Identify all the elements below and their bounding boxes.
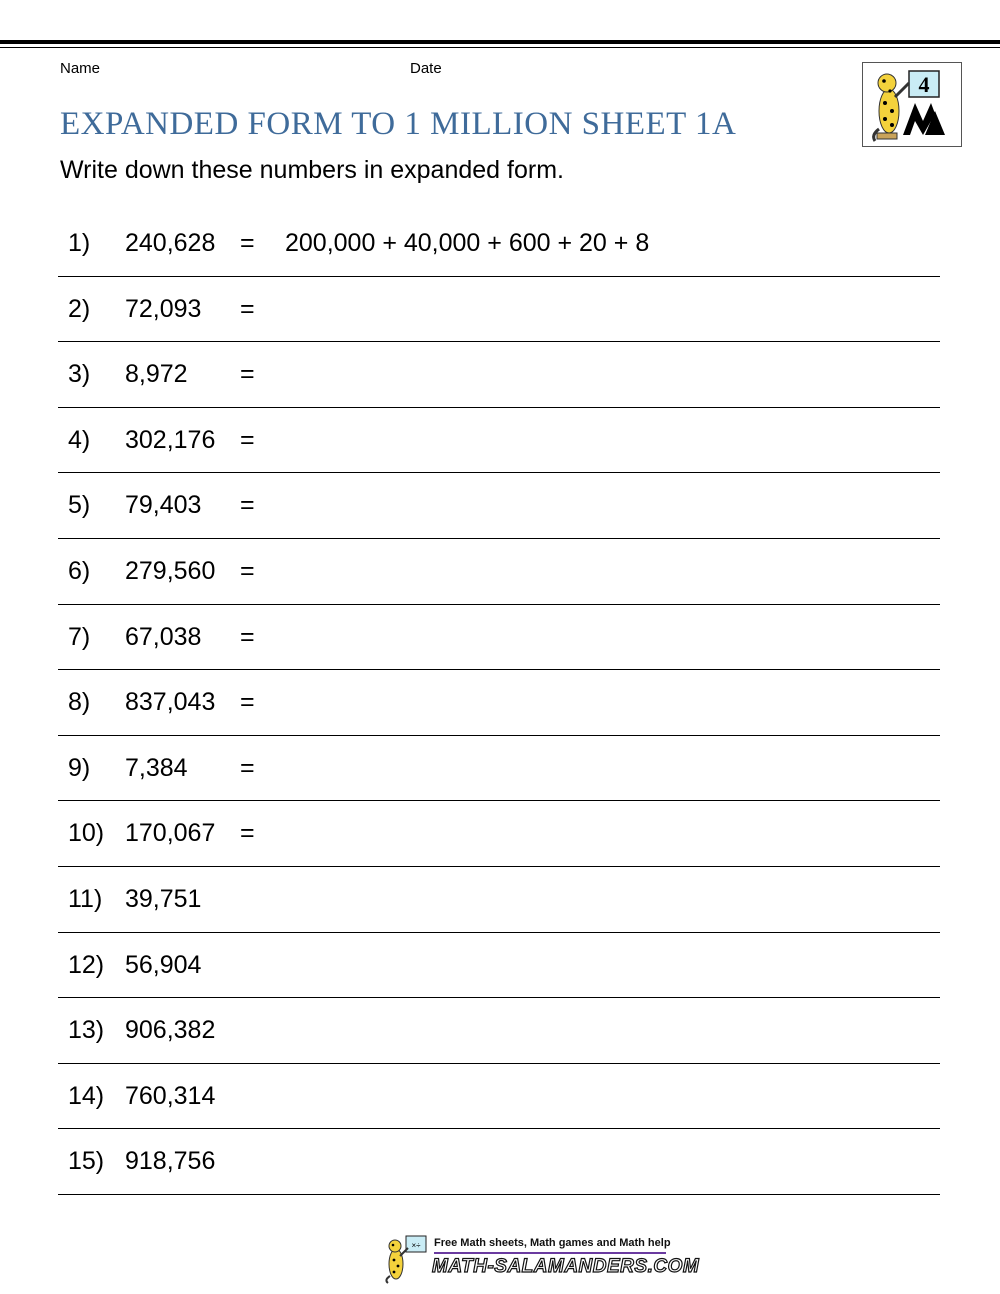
question-number: 10) [68, 819, 105, 848]
question-number: 12) [68, 950, 105, 979]
question-row [58, 473, 940, 539]
question-number: 14) [68, 1081, 105, 1110]
equals-sign: = [240, 688, 255, 717]
question-number: 7) [68, 622, 91, 651]
question-row [58, 605, 940, 671]
footer-branding [380, 1232, 700, 1284]
equals-sign: = [240, 753, 255, 782]
question-row [58, 342, 940, 408]
question-row [58, 539, 940, 605]
equals-sign: = [240, 622, 255, 651]
question-row [58, 933, 940, 999]
question-number: 5) [68, 491, 91, 520]
equals-sign: = [240, 819, 255, 848]
question-number: 13) [68, 1016, 105, 1045]
page-title: EXPANDED FORM TO 1 MILLION SHEET 1A [60, 106, 737, 142]
equals-sign: = [240, 491, 255, 520]
question-value: 918,756 [125, 1147, 216, 1176]
question-value: 56,904 [125, 950, 202, 979]
equals-sign: = [240, 229, 255, 257]
salamander-mascot-icon [380, 1234, 432, 1284]
question-value: 240,628 [125, 229, 216, 257]
footer-site-link[interactable]: MATH-SALAMANDERS.COM [432, 1256, 700, 1277]
top-rule-thin [0, 47, 1000, 48]
question-number: 4) [68, 425, 91, 454]
question-value: 906,382 [125, 1016, 216, 1045]
question-row [58, 736, 940, 802]
grade-logo [862, 62, 962, 147]
question-value: 760,314 [125, 1081, 216, 1110]
question-value: 8,972 [125, 360, 188, 389]
salamander-logo-icon [863, 63, 961, 146]
question-number: 1) [68, 229, 91, 257]
question-value: 279,560 [125, 556, 216, 585]
question-value: 302,176 [125, 425, 216, 454]
question-value: 67,038 [125, 622, 202, 651]
question-value: 79,403 [125, 491, 202, 520]
question-number: 2) [68, 294, 91, 323]
question-row [58, 998, 940, 1064]
svg-text:×÷: ×÷ [411, 1241, 421, 1250]
question-value: 837,043 [125, 688, 216, 717]
question-value: 39,751 [125, 884, 202, 913]
question-number: 15) [68, 1147, 105, 1176]
question-value: 7,384 [125, 753, 188, 782]
question-list [58, 211, 940, 1195]
question-number: 9) [68, 753, 91, 782]
instructions: Write down these numbers in expanded form. [60, 156, 564, 184]
equals-sign: = [240, 425, 255, 454]
question-row [58, 801, 940, 867]
equals-sign: = [240, 294, 255, 323]
question-row [58, 277, 940, 343]
question-row [58, 1129, 940, 1195]
question-row [58, 1064, 940, 1130]
question-row [58, 670, 940, 736]
question-number: 3) [68, 360, 91, 389]
question-row [58, 867, 940, 933]
question-value: 72,093 [125, 294, 202, 323]
grade-number: 4 [918, 72, 930, 97]
date-label: Date [410, 60, 442, 77]
name-label: Name [60, 60, 101, 77]
question-number: 8) [68, 688, 91, 717]
question-number: 6) [68, 556, 91, 585]
question-number: 11) [68, 884, 103, 913]
answer-line[interactable]: 200,000 + 40,000 + 600 + 20 + 8 [285, 229, 650, 257]
top-rule [0, 40, 1000, 44]
question-value: 170,067 [125, 819, 216, 848]
footer-divider [434, 1252, 666, 1254]
question-row [58, 211, 940, 277]
footer-tagline: Free Math sheets, Math games and Math help [434, 1237, 671, 1249]
question-row [58, 408, 940, 474]
equals-sign: = [240, 360, 255, 389]
equals-sign: = [240, 556, 255, 585]
